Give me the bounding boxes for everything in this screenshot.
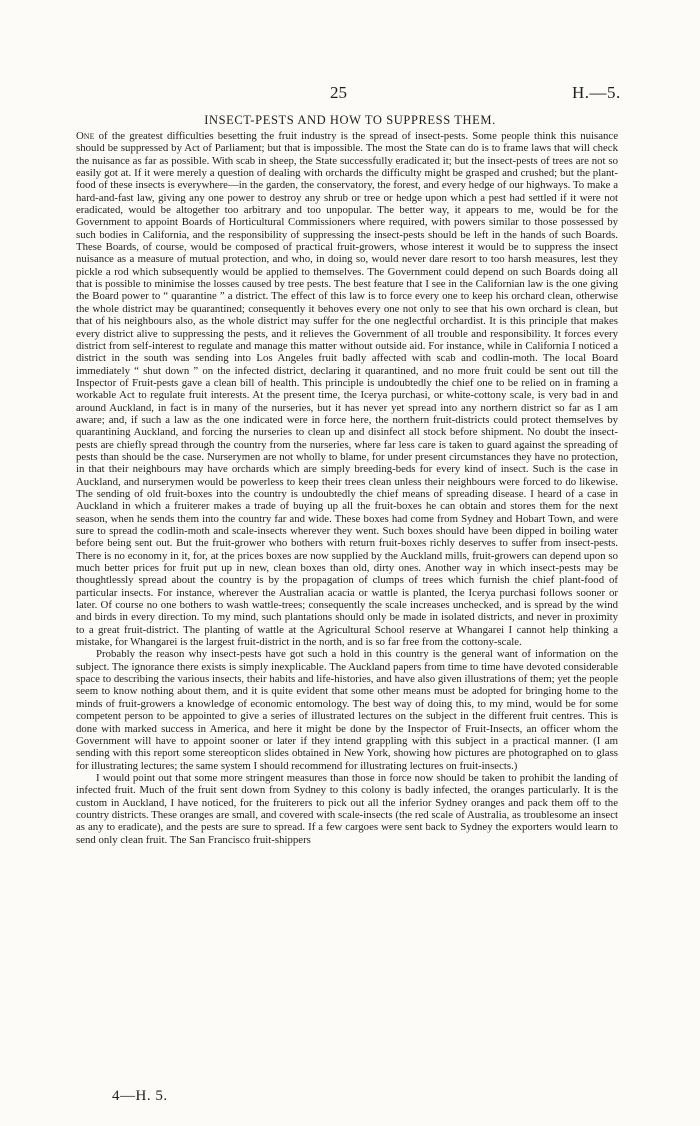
signature-mark: 4—H. 5. xyxy=(112,1088,168,1104)
body-text xyxy=(76,130,618,846)
section-title: INSECT-PESTS AND HOW TO SUPPRESS THEM. xyxy=(204,113,496,127)
paragraph-3: I would point out that some more stringent measures than those in force now should be taken to prohibit the landing of infected fruit. Much of the fruit sent down from Sydney to this colony is badly infected, the oranges particularly. It is the custom in Auckland, I have noticed, for the fruiterers to pick out all the inferior Sydney oranges and pack them off to the country districts. These oranges are small, and covered with scale-insects (the red scale of Australia, as troublesome an insect as any to eradicate), and the pests are sure to spread. If a few cargoes were sent back to Sydney the exporters would learn to send only clean fruit. The San Francisco fruit-shippers xyxy=(76,771,618,846)
paragraph-opening-word: One xyxy=(76,130,95,142)
paragraph-text: of the greatest difficulties besetting the fruit industry is the spread of insect-pests. Some people think this nuisance should be suppressed by Act of Parliament; but that is impossible. The most the State can do is to frame laws that will check the nuisance as far as possible. With scab in sheep, the State successfully eradicated it; but the insect-pests of trees are not so easily got at. If it were merely a question of dealing with orchards the difficulty might be grasped and crushed; but the plant-food of these insects is everywhere—in the garden, the conservatory, the forest, and every hedge of our highways. To make a hard-and-fast law, giving any one power to destroy any shrub or tree or hedge upon which a pest had settled if it were not eradicated, would be altogether too arbitrary and too unpopular. The better way, it appears to me, would be for the Government to appoint Boards of Horticultural Commissioners where required, with powers similar to those possessed by such bodies in California, and the responsibility of suppressing the insect-pests should be left in the hands of such Boards. These Boards, of course, would be composed of practical fruit-growers, whose interest it would be to suppress the insect nuisance as a measure of mutual protection, and who, in doing so, would never dare resort to too harsh measures, lest they pickle a rod which subsequently would be applied to themselves. The Government could depend on such Boards doing all that is possible to minimise the losses caused by tree pests. The best feature that I see in the Californian law is the one giving the Board power to “ quarantine ” a district. The effect of this law is to force every one to keep his orchard clean, otherwise the whole district may be quarantined; consequently it behoves every one not only to see that his own orchard is clean, but that of his neighbours also, as the whole district may suffer for the one neglectful orchardist. It is this principle that makes every district alive to suppressing the pests, and it relieves the Government of all trouble and responsibility. It forces every district from self-interest to regulate and manage this matter without outside aid. For instance, while in California I noticed a district in the south was sending into Los Angeles fruit badly affected with scab and codlin-moth. The local Board immediately “ shut down ” on the infected district, declaring it quarantined, and no more fruit could be sent out till the Inspector of Fruit-pests gave a clean bill of health. This principle is undoubtedly the chief one to be relied on in framing a workable Act to regulate fruit interests. At the present time, the Icerya purchasi, or white-cottony scale, is very bad in and around Auckland, in fact is in many of the nurseries, but it has never yet spread into any northern district so far as I am aware; and, if such a law as the one indicated were in force here, the northern fruit-districts could protect themselves by quarantining Auckland, and forcing the nurseries to clean up and disinfect all stock before shipment. No doubt the insect-pests are chiefly spread through the country from the nurseries, where far less care is taken to guard against the spreading of pests than should be the case. Nurserymen are not wholly to blame, for under present circumstances they have no protection, in that their neighbours may have orchards which are simply breeding-beds for every kind of insect. Such is the case in Auckland, and nurserymen would be powerless to keep their trees clean unless their neighbours were forced to do likewise. The sending of old fruit-boxes into the country is undoubtedly the chief means of spreading disease. I heard of a case in Auckland in which a fruiterer makes a trade of buying up all the fruit-boxes he can obtain and stores them for the next season, when he sends them into the country far and wide. These boxes had come from Sydney and Hobart Town, and were sure to spread the codlin-moth and scale-insects wherever they went. Such boxes should have been dipped in boiling water before being sent out. But the fruit-grower who bothers with return fruit-boxes richly deserves to suffer from insect-pests. There is no economy in it, for, at the prices boxes are now supplied by the Auckland mills, fruit-growers can depend upon so much better prices for fruit put up in new, clean boxes than old, dirty ones. Another way in which insect-pests may be thoughtlessly spread about the country is by the propagation of clumps of trees which furnish the chief plant-food of particular insects. For instance, wherever the Australian acacia or wattle is planted, the Icerya purchasi follows sooner or later. Of course no one bothers to wash wattle-trees; consequently the scale increases unchecked, and is spread by the wind and birds in every direction. To my mind, such plantations should only be made in isolated districts, and never in proximity to a great fruit-district. The planting of wattle at the Agricultural School reserve at Whangarei I cannot help thinking a mistake, for Whangarei is the largest fruit-district in the north, and is so far free from the cottony-scale. xyxy=(76,130,618,649)
document-reference: H.—5. xyxy=(572,83,621,102)
paragraph-1 xyxy=(76,130,618,648)
paragraph-2: Probably the reason why insect-pests have got such a hold in this country is the general want of information on the subject. The ignorance there exists is simply inexplicable. The Auckland papers from time to time have devoted considerable space to describing the various insects, their habits and life-histories, and have also given illustrations of them; yet the people seem to know nothing about them, and it is quite evident that some other means must be adopted for bringing home to the minds of fruit-growers a knowledge of economic entomology. The best way of doing this, to my mind, would be for some competent person to be appointed to give a series of illustrated lectures on the subject in the different fruit centres. This is done with marked success in America, and here it might be done by the Inspector of Fruit-Insects, an officer whom the Government will have to appoint sooner or later if they intend grappling with this subject in a practical manner. (I am sending with this report some stereopticon slides obtained in New York, showing how pictures are photographed on to glass for illustrating lectures; the same system I should recommend for illustrating lectures on fruit-insects.) xyxy=(76,648,618,772)
page-header xyxy=(0,83,700,105)
page-number: 25 xyxy=(330,83,347,102)
